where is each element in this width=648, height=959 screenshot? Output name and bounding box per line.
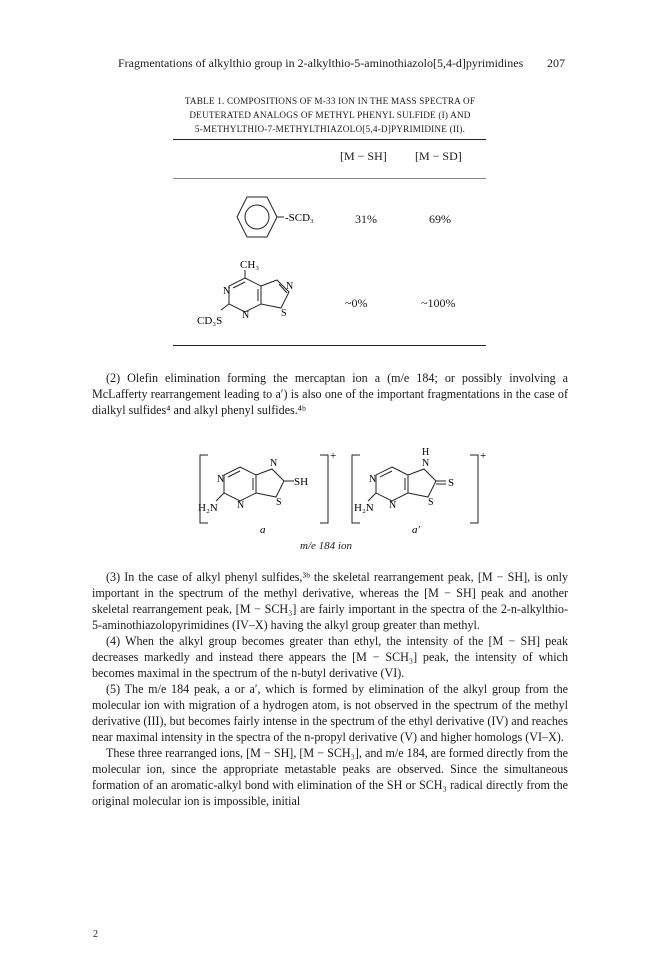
table-caption [150, 94, 510, 136]
table-caption-line: 5-METHYLTHIO-7-METHYLTHIAZOLO[5,4-D]PYRIMIDINE (II). [194, 124, 466, 134]
n-label: N [223, 286, 231, 297]
ch3-label: CH₃ [240, 259, 260, 271]
body-text [92, 569, 568, 809]
signature-mark: 2 [93, 929, 98, 940]
paragraph-6: These three rearranged ions, [M − SH], [M − SCH₃], and m/e 184, are formed directly from the molecular ion, since the appropriate metastable peaks are observed. Since the simultaneous formation of an aromatic-alkyl bond with elimination of the SH or SCH₃ radical directly from the original molecular ion is impossible, initial [92, 746, 568, 808]
sh-label: SH [294, 476, 309, 488]
charge-sign: + [480, 450, 487, 462]
page-number: 207 [547, 56, 565, 70]
row2-m-sd-value: ~100% [421, 296, 456, 310]
figure-caption: m/e 184 ion [300, 540, 352, 552]
h-label: H [422, 447, 430, 458]
n-label: N [270, 458, 278, 469]
s-label: S [281, 308, 287, 319]
n-label: N [217, 474, 225, 485]
row1-m-sh-value: 31% [355, 212, 377, 226]
column-header-m-sh: [M − SH] [340, 149, 387, 163]
n-label: N [389, 500, 397, 511]
phenyl-structure [220, 193, 314, 249]
n-label: N [242, 310, 250, 321]
paragraph-5: (5) The m/e 184 peak, a or a′, which is formed by elimination of the alkyl group from the molecular ion with migration of a hydrogen atom, is not observed in the spectrum of the methyl derivative (III), but becomes fairly intense in the spectrum of the ethyl derivative (IV) and reaches near maximal intensity in the spectra of the n-propyl derivative (V) and higher homologs (VI–X). [92, 682, 568, 744]
table-top-rule [173, 139, 486, 140]
running-title: Fragmentations of alkylthio group in 2-alkylthio-5-aminothiazolo[5,4-d]pyrimidines [118, 56, 524, 70]
table-caption-line: DEUTERATED ANALOGS OF METHYL PHENYL SULFIDE (I) AND [189, 110, 471, 120]
table-bottom-rule [173, 345, 486, 346]
column-header-m-sd: [M − SD] [415, 149, 462, 163]
amino-label: H₂N [198, 502, 218, 514]
ion-a-label: a [260, 524, 266, 536]
n-label: N [422, 458, 430, 469]
table-caption-line: TABLE 1. COMPOSITIONS OF M-33 ION IN THE MASS SPECTRA OF [184, 96, 476, 106]
paragraph-2 [92, 370, 568, 418]
table-header-rule [173, 178, 486, 179]
s-label: S [448, 477, 455, 489]
amino-label: H₂N [354, 502, 374, 514]
s-label: S [276, 497, 282, 508]
n-label: N [286, 281, 294, 292]
row1-m-sd-value: 69% [429, 212, 451, 226]
cd3s-label: CD₃S [197, 315, 223, 327]
row2-m-sh-value: ~0% [345, 296, 368, 310]
ion-structures-figure [170, 445, 500, 555]
paragraph-3: (3) In the case of alkyl phenyl sulfides,³ᵇ the skeletal rearrangement peak, [M − SH], is only important in the spectrum of the methyl derivative, whereas the [M − SH] peak and another skeletal rearrangement peak, [M − SCH₃] are fairly important in the spectra of the 2-n-alkylthio-5-aminothiazolopyrimidines (IV–X) having the alkyl group greater than methyl. [92, 570, 568, 632]
n-label: N [369, 474, 377, 485]
thiazolopyrimidine-structure [195, 258, 315, 338]
ion-a-prime-label: a′ [412, 524, 420, 536]
n-label: N [237, 500, 245, 511]
paragraph-4: (4) When the alkyl group becomes greater than ethyl, the intensity of the [M − SH] peak decreases markedly and instead there appears the [M − SCH₃] peak, the intensity of which becomes maximal in the spectrum of the n-butyl derivative (VI). [92, 634, 568, 680]
scd3-label: -SCD₃ [285, 212, 314, 224]
s-label: S [428, 497, 434, 508]
charge-sign: + [330, 450, 337, 462]
paragraph-text: (2) Olefin elimination forming the mercaptan ion a (m/e 184; or possibly involving a McLafferty rearrangement leading to a′) is also one of the important fragmentations in the case of dialkyl sulfides⁴ and alkyl phenyl sulfides.⁴ᵇ [92, 371, 568, 417]
